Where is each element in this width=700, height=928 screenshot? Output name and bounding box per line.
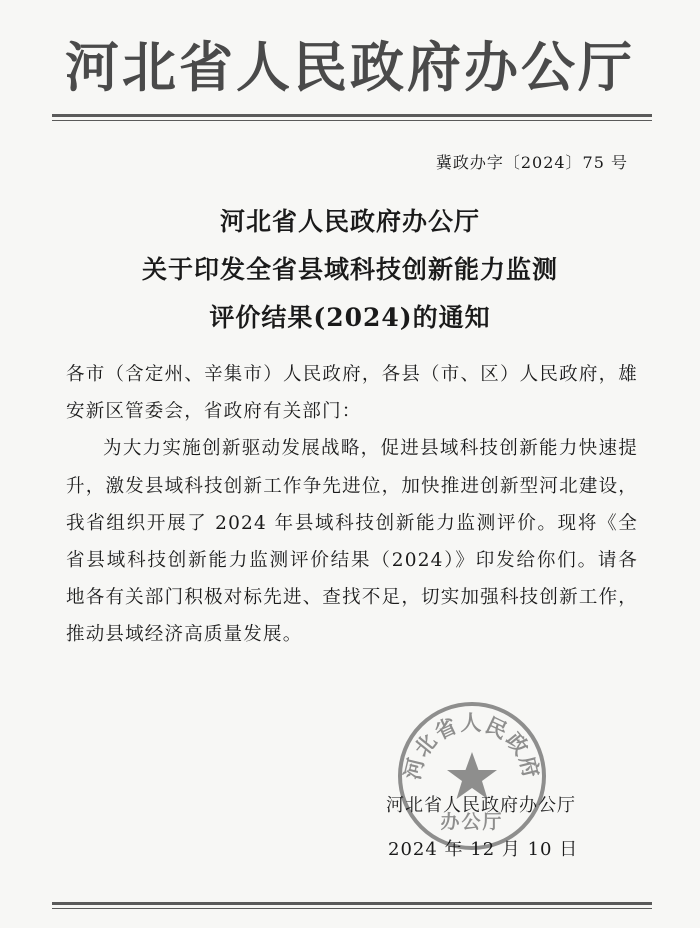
signature-date: 2024 年 12 月 10 日 — [388, 839, 579, 860]
masthead-title: 河北省人民政府办公厅 — [65, 36, 635, 99]
signature-block — [386, 784, 578, 872]
title-line-3: 评价结果(2024)的通知 — [209, 303, 491, 332]
signature-organization: 河北省人民政府办公厅 — [386, 795, 576, 816]
footer-rule-thin — [52, 908, 652, 909]
document-title — [0, 198, 700, 342]
masthead-rule-thin — [52, 120, 652, 121]
title-line-2: 关于印发全省县域科技创新能力监测 — [141, 255, 558, 284]
footer-rule-thick — [52, 902, 652, 905]
body-paragraph-1: 为大力实施创新驱动发展战略，促进县域科技创新能力快速提升，激发县域科技创新工作争先进位，加快推进创新型河北建设，我省组织开展了 2024 年县域科技创新能力监测评价。现将《全省县域科技创新能力监测评价结果（2024）》印发给你们。请各地各有关部门积极对标先进、查找不足，切实加强科技创新工作，推动县域经济高质量发展。 — [66, 438, 638, 646]
addressee: 各市（含定州、辛集市）人民政府，各县（市、区）人民政府，雄安新区管委会，省政府有关部门： — [66, 364, 638, 423]
seal-inner-text: 办公厅 — [440, 811, 504, 833]
masthead-rule-thick — [52, 114, 652, 117]
document-number: 冀政办字〔2024〕75 号 — [435, 153, 628, 172]
document-body — [66, 356, 638, 654]
title-line-1: 河北省人民政府办公厅 — [219, 207, 480, 236]
seal-ring-text: 河北省人民政府 — [400, 711, 544, 782]
